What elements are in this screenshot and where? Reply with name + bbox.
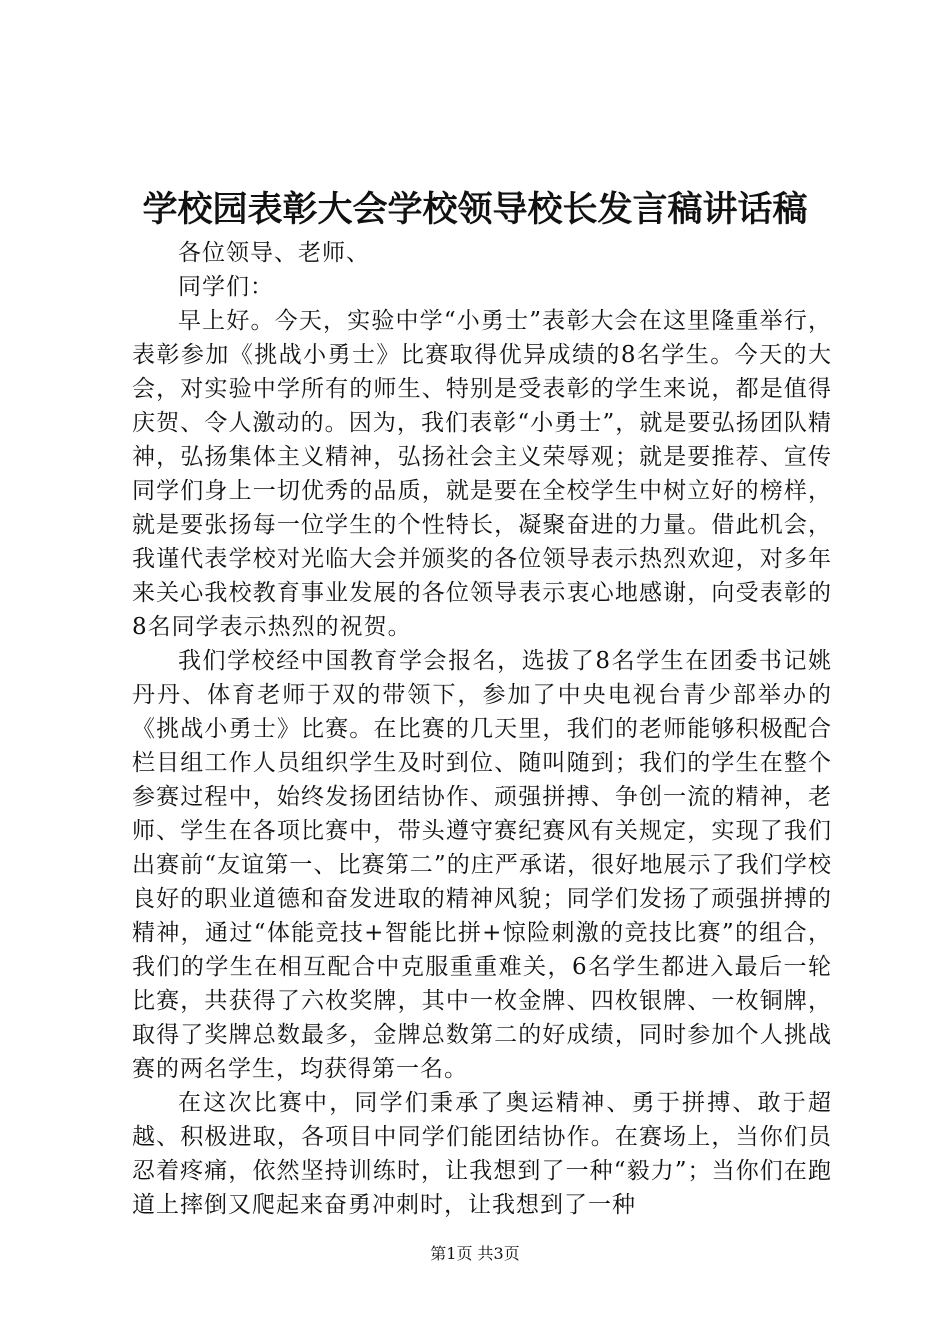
page-footer: 第1页 共3页 (430, 1244, 520, 1263)
document-body (132, 236, 832, 1222)
salutation-line: 各位领导、老师、 (178, 240, 370, 266)
body-paragraph: 我们学校经中国教育学会报名，选拔了8名学生在团委书记姚丹丹、体育老师于双的带领下，参加了中央电视台青少部举办的《挑战小勇士》比赛。在比赛的几天里，我们的老师能够积极配合栏目组工作人员组织学生及时到位、随叫随到；我们的学生在整个参赛过程中，始终发扬团结协作、顽强拼搏、争创一流的精神，老师、学生在各项比赛中，带头遵守赛纪赛风有关规定，实现了我们出赛前“友谊第一、比赛第二”的庄严承诺，很好地展示了我们学校良好的职业道德和奋发进取的精神风貌；同学们发扬了顽强拼搏的精神，通过“体能竞技+智能比拼+惊险刺激的竞技比赛”的组合，我们的学生在相互配合中克服重重难关，6名学生都进入最后一轮比赛，共获得了六枚奖牌，其中一枚金牌、四枚银牌、一枚铜牌，取得了奖牌总数最多，金牌总数第二的好成绩，同时参加个人挑战赛的两名学生，均获得第一名。 (132, 648, 832, 1082)
document-title: 学校园表彰大会学校领导校长发言稿讲话稿 (142, 189, 808, 230)
body-paragraph: 早上好。今天，实验中学“小勇士”表彰大会在这里隆重举行，表彰参加《挑战小勇士》比赛取得优异成绩的8名学生。今天的大会，对实验中学所有的师生、特别是受表彰的学生来说，都是值得庆贺、令人激动的。因为，我们表彰“小勇士”，就是要弘扬团队精神，弘扬集体主义精神，弘扬社会主义荣辱观；就是要推荐、宣传同学们身上一切优秀的品质，就是要在全校学生中树立好的榜样，就是要张扬每一位学生的个性特长，凝聚奋进的力量。借此机会，我谨代表学校对光临大会并颁奖的各位领导表示热烈欢迎，对多年来关心我校教育事业发展的各位领导表示衷心地感谢，向受表彰的8名同学表示热烈的祝贺。 (132, 308, 832, 640)
salutation-line: 同学们： (178, 274, 274, 300)
body-paragraph: 在这次比赛中，同学们秉承了奥运精神、勇于拼搏、敢于超越、积极进取，各项目中同学们能团结协作。在赛场上，当你们员忍着疼痛，依然坚持训练时，让我想到了一种“毅力”；当你们在跑道上摔倒又爬起来奋勇冲刺时，让我想到了一种 (132, 1090, 832, 1218)
